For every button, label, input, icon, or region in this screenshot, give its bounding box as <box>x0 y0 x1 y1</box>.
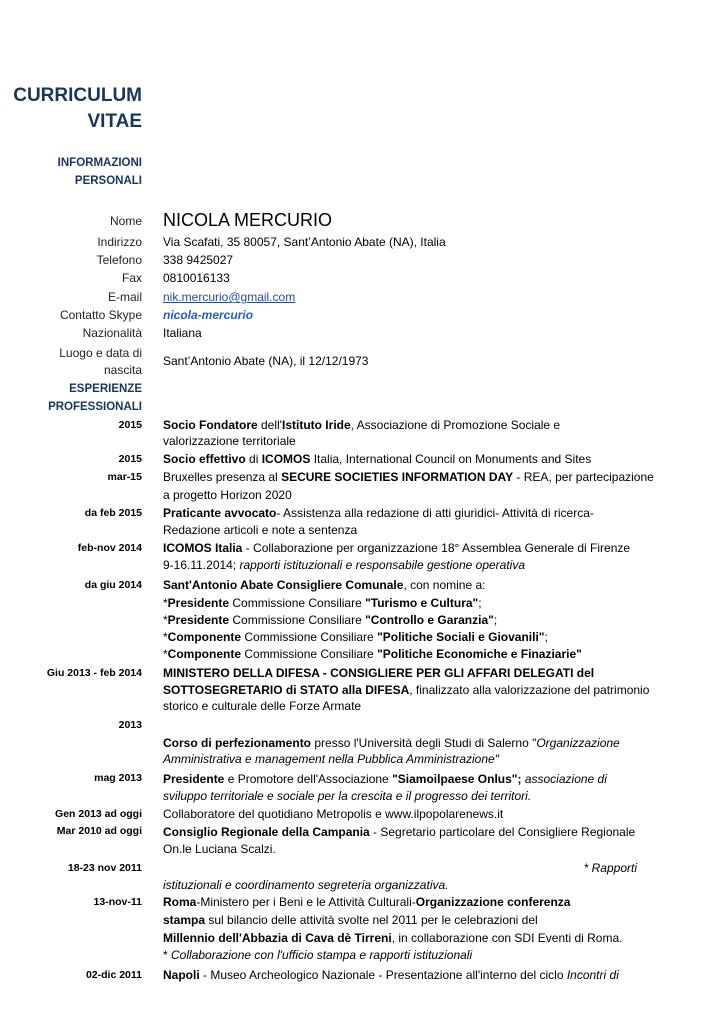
birth-label-line-1: Luogo e data di <box>59 346 142 360</box>
exp-entry-text: sviluppo territoriale e sociale per la crescita e il progresso dei territori. <box>163 789 532 803</box>
exp-entry-text: *Componente Commissione Consiliare "Politiche Economiche e Finaziarie" <box>163 647 582 661</box>
name-label: Nome <box>109 214 142 228</box>
section-personal-line-1: INFORMAZIONI <box>57 157 142 169</box>
fax-label: Fax <box>121 271 142 285</box>
nationality-label: Nazionalità <box>82 326 142 340</box>
fax-value: 0810016133 <box>163 271 230 285</box>
exp-date: feb-nov 2014 <box>77 542 142 554</box>
birth-label-line-2: nascita <box>103 363 142 377</box>
exp-entry-text: storico e culturale delle Forze Armate <box>163 699 362 713</box>
exp-date: 2015 <box>118 453 142 465</box>
exp-entry-text: Napoli - Museo Archeologico Nazionale - Presentazione all'interno del ciclo Incontri di <box>163 968 619 982</box>
exp-entry-text: Redazione articoli e note a sentenza <box>163 523 358 537</box>
skype-label: Contatto Skype <box>59 308 142 322</box>
exp-entry-text: Corso di perfezionamento presso l'Università degli Studi di Salerno "Organizzazione <box>163 736 620 750</box>
section-experience-line-2: PROFESSIONALI <box>48 401 142 413</box>
exp-entry-text: Collaboratore del quotidiano Metropolis e www.ilpopolarenews.it <box>163 807 504 821</box>
exp-date: Mar 2010 ad oggi <box>56 825 142 837</box>
exp-date: Gen 2013 ad oggi <box>55 808 142 820</box>
nationality-value: Italiana <box>163 326 202 340</box>
exp-entry-text: *Presidente Commissione Consiliare "Controllo e Garanzia"; <box>163 613 498 627</box>
cv-title-line-1: CURRICULUM <box>13 85 142 106</box>
exp-entry-text: Amministrativa e management nella Pubblica Amministrazione" <box>163 752 499 766</box>
skype-link[interactable]: nicola-mercurio <box>163 308 254 322</box>
exp-date: 2015 <box>118 419 142 431</box>
cv-title-line-2: VITAE <box>87 111 142 132</box>
exp-entry-text: Bruxelles presenza al SECURE SOCIETIES INFORMATION DAY - REA, per partecipazione <box>163 470 654 484</box>
section-experience-line-1: ESPERIENZE <box>69 383 142 395</box>
exp-entry-text: Roma-Ministero per i Beni e le Attività Culturali-Organizzazione conferenza <box>163 895 571 909</box>
exp-entry-text: Presidente e Promotore dell'Associazione "Siamoilpaese Onlus"; associazione di <box>163 772 607 786</box>
exp-entry-text: stampa sul bilancio delle attività svolte nel 2011 per le celebrazioni del <box>163 913 538 927</box>
exp-date: 02-dic 2011 <box>85 969 142 981</box>
exp-entry-text: *Presidente Commissione Consiliare "Turismo e Cultura"; <box>163 596 482 610</box>
exp-entry-text: MINISTERO DELLA DIFESA - CONSIGLIERE PER GLI AFFARI DELEGATI del <box>163 666 595 680</box>
exp-date: 18-23 nov 2011 <box>67 862 142 874</box>
exp-entry-text: * Rapporti <box>583 861 637 875</box>
phone-value: 338 9425027 <box>163 253 234 267</box>
exp-entry-text: SOTTOSEGRETARIO di STATO alla DIFESA, finalizzato alla valorizzazione del patrimonio <box>163 683 650 697</box>
person-name: NICOLA MERCURIO <box>163 210 333 230</box>
exp-entry-text: Sant'Antonio Abate Consigliere Comunale, con nomine a: <box>163 578 486 592</box>
exp-entry-text: istituzionali e coordinamento segreteria organizzativa. <box>163 878 449 892</box>
exp-entry-text: * Collaborazione con l'ufficio stampa e rapporti istituzionali <box>163 948 473 962</box>
exp-date: da giu 2014 <box>84 579 142 591</box>
section-personal-line-2: PERSONALI <box>74 175 142 187</box>
exp-date: mar-15 <box>107 471 142 483</box>
exp-date: mag 2013 <box>94 772 142 784</box>
exp-entry-text: Consiglio Regionale della Campania - Segretario particolare del Consigliere Regionale <box>163 825 636 839</box>
address-value: Via Scafati, 35 80057, Sant’Antonio Abate (NA), Italia <box>163 235 446 249</box>
exp-date: 2013 <box>118 719 142 731</box>
exp-entry-text: On.le Luciana Scalzi. <box>163 842 276 856</box>
exp-entry-text: 9-16.11.2014; rapporti istituzionali e responsabile gestione operativa <box>163 558 526 572</box>
address-label: Indirizzo <box>97 235 142 249</box>
exp-entry-text: Millennio dell'Abbazia di Cava dè Tirreni, in collaborazione con SDI Eventi di Roma. <box>163 931 623 945</box>
exp-entry-text: valorizzazione territoriale <box>163 434 296 448</box>
exp-entry-text: *Componente Commissione Consiliare "Politiche Sociali e Giovanili"; <box>163 630 548 644</box>
email-label: E-mail <box>107 290 142 304</box>
exp-date: da feb 2015 <box>84 507 142 519</box>
exp-entry-text: ICOMOS Italia - Collaborazione per organizzazione 18° Assemblea Generale di Firenze <box>163 541 631 555</box>
exp-entry-text: a progetto Horizon 2020 <box>163 488 292 502</box>
exp-date: Giu 2013 - feb 2014 <box>46 667 142 679</box>
birth-value: Sant’Antonio Abate (NA), il 12/12/1973 <box>163 354 369 368</box>
email-link[interactable]: nik.mercurio@gmail.com <box>163 290 296 304</box>
exp-entry-text: Socio Fondatore dell'Istituto Iride, Associazione di Promozione Sociale e <box>163 418 561 432</box>
exp-entry-text: Praticante avvocato- Assistenza alla redazione di atti giuridici- Attività di ricerca- <box>163 506 594 520</box>
phone-label: Telefono <box>96 253 142 267</box>
exp-date: 13-nov-11 <box>93 896 142 908</box>
exp-entry-text: Socio effettivo di ICOMOS Italia, International Council on Monuments and Sites <box>163 452 592 466</box>
